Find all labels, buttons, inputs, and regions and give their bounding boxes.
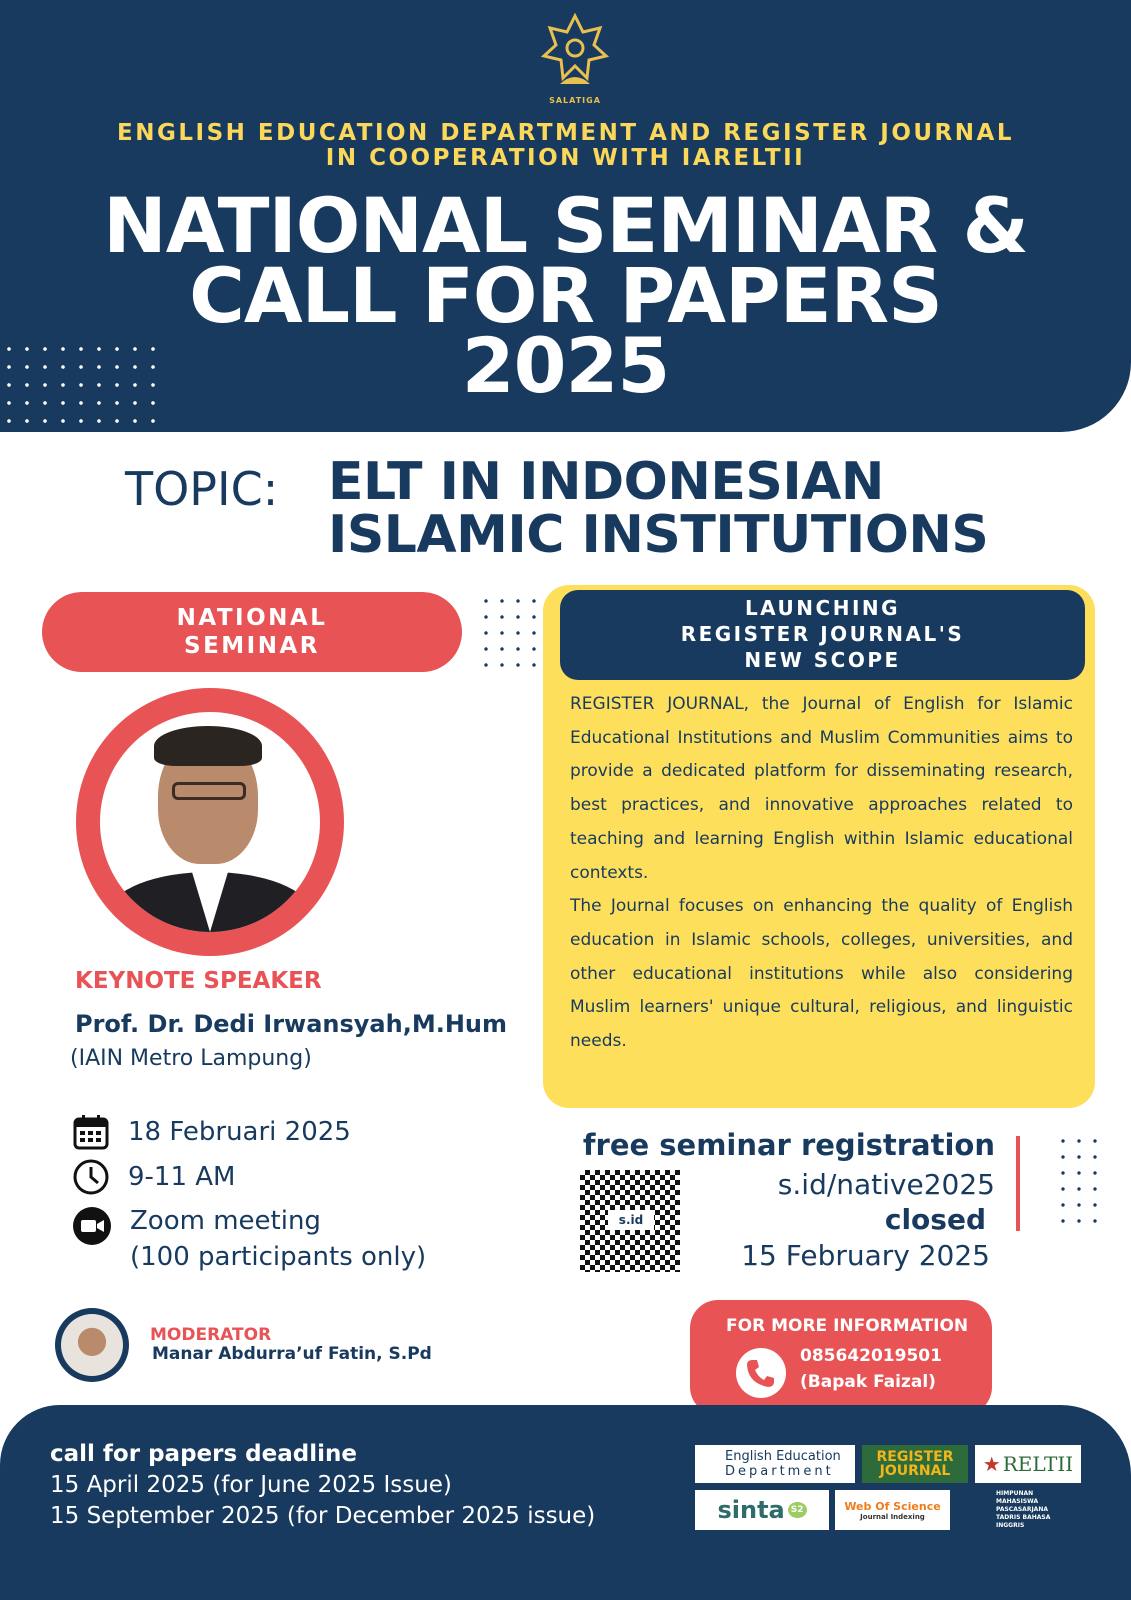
- phone-icon: [735, 1347, 787, 1399]
- registration-link[interactable]: s.id/native2025: [777, 1168, 995, 1201]
- logo-badge: S2: [788, 1502, 807, 1518]
- logo-text: SALATIGA: [549, 96, 601, 105]
- badge-line-1: NATIONAL: [176, 605, 328, 631]
- speaker-photo: [100, 712, 320, 932]
- video-camera-icon: [72, 1206, 112, 1246]
- organizer-line-1: ENGLISH EDUCATION DEPARTMENT AND REGISTER JOURNAL: [117, 120, 1014, 146]
- contact-name: (Bapak Faizal): [800, 1372, 936, 1392]
- title-line-1: NATIONAL SEMINAR &: [103, 181, 1028, 270]
- web-of-science-logo: [835, 1490, 950, 1530]
- moderator-label: MODERATOR: [150, 1325, 272, 1345]
- scope-paragraph-2: The Journal focuses on enhancing the quality of English education in Islamic schools, colleges, universities, and other educational institutions while also considering Muslim learners' unique cultural, religious, and linguistic needs.: [570, 896, 1073, 1052]
- contact-phone[interactable]: 085642019501: [800, 1346, 942, 1366]
- logo-text: HIMPUNAN MAHASISWA PASCASARJANA TADRIS BAHASA INGGRIS: [996, 1490, 1051, 1529]
- logo-text: REGISTER: [876, 1449, 954, 1465]
- organizer-line-2: IN COOPERATION WITH IARELTII: [325, 145, 806, 171]
- seminar-date: 18 Februari 2025: [128, 1117, 351, 1147]
- moderator-name: Manar Abdurra’uf Fatin, S.Pd: [152, 1344, 432, 1364]
- logo-text: Department: [725, 1464, 834, 1479]
- heading-line-2: REGISTER JOURNAL'S: [680, 622, 965, 646]
- title-line-3: 2025: [461, 321, 670, 410]
- badge-line-2: SEMINAR: [184, 633, 320, 659]
- heading-line-1: LAUNCHING: [744, 596, 901, 620]
- journal-scope-heading: [560, 590, 1085, 680]
- deadline-june: 15 April 2025 (for June 2025 Issue): [50, 1472, 452, 1498]
- time-row: [72, 1158, 236, 1196]
- moderator-photo: [55, 1308, 129, 1382]
- topic-label: TOPIC:: [125, 462, 279, 516]
- topic-line-2: ISLAMIC INSTITUTIONS: [328, 505, 989, 565]
- star-emblem-icon: [540, 12, 610, 92]
- logo-text: RELTII: [1002, 1452, 1074, 1476]
- registration-closed-date: 15 February 2025: [741, 1239, 990, 1272]
- logo-text: Journal Indexing: [860, 1512, 925, 1521]
- keynote-label: KEYNOTE SPEAKER: [75, 968, 322, 994]
- hmp-logo: [956, 1490, 1066, 1530]
- english-education-logo: [695, 1445, 855, 1483]
- logo-text: Web Of Science: [844, 1499, 941, 1513]
- date-row: [72, 1113, 351, 1151]
- registration-closed-label: closed: [884, 1203, 986, 1236]
- iareltii-logo: ★ RELTII: [975, 1445, 1081, 1483]
- logo-text: JOURNAL: [879, 1463, 951, 1479]
- scope-paragraph-1: REGISTER JOURNAL, the Journal of English for Islamic Educational Institutions and Muslim Communities aims to provide a dedicated platform for disseminating research, best practices, and innovative approaches related to teaching and learning English within Islamic educational contexts.: [570, 694, 1073, 883]
- registration-heading: free seminar registration: [582, 1128, 995, 1162]
- registration-qr-code[interactable]: [580, 1170, 680, 1272]
- platform-row: [72, 1206, 426, 1272]
- sinta-logo: [695, 1490, 829, 1530]
- decorative-dots: [0, 340, 160, 432]
- deadline-heading: call for papers deadline: [50, 1441, 357, 1467]
- divider: [1016, 1136, 1020, 1231]
- info-heading: FOR MORE INFORMATION: [726, 1316, 969, 1336]
- speaker-photo-frame: [76, 688, 344, 956]
- seminar-platform: Zoom meeting: [130, 1206, 321, 1236]
- logo-text: English Education: [725, 1449, 841, 1464]
- qr-label: s.id: [608, 1210, 654, 1230]
- title-line-2: CALL FOR PAPERS: [189, 251, 942, 340]
- decorative-dots: [1055, 1133, 1105, 1233]
- register-journal-logo: [862, 1445, 968, 1483]
- deadline-december: 15 September 2025 (for December 2025 issue): [50, 1503, 596, 1529]
- logo-text: sinta: [717, 1496, 785, 1524]
- seminar-time: 9-11 AM: [128, 1162, 236, 1192]
- speaker-name: Prof. Dr. Dedi Irwansyah,M.Hum: [75, 1010, 508, 1038]
- topic-line-1: ELT IN INDONESIAN: [328, 452, 884, 512]
- journal-scope-text: [570, 688, 1073, 1059]
- seminar-capacity: (100 participants only): [130, 1242, 427, 1272]
- contact-info-box: [690, 1300, 992, 1415]
- heading-line-3: NEW SCOPE: [744, 648, 901, 672]
- calendar-icon: [72, 1113, 110, 1151]
- speaker-affiliation: (IAIN Metro Lampung): [70, 1046, 312, 1071]
- university-logo: [540, 12, 610, 116]
- national-seminar-badge: [42, 592, 462, 672]
- clock-icon: [72, 1158, 110, 1196]
